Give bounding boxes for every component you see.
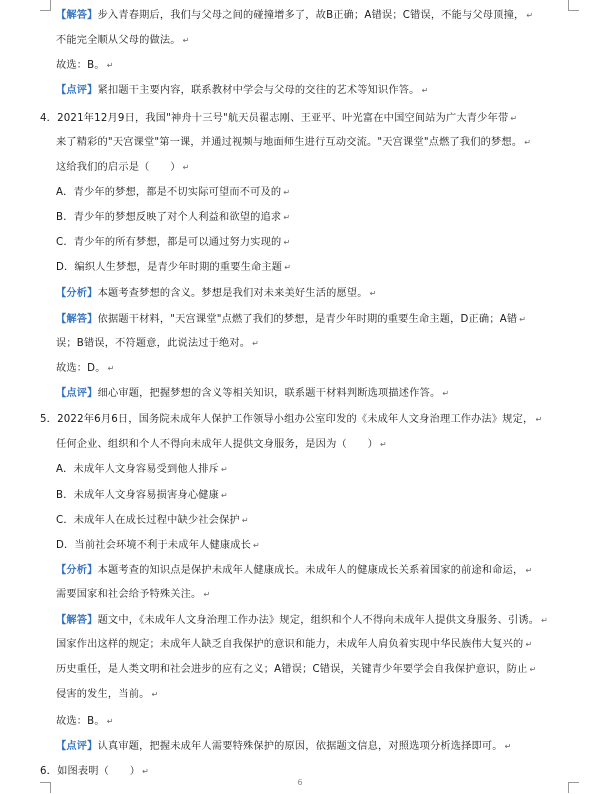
text-line (56, 58, 576, 74)
paragraph-mark-icon: ↵ (221, 491, 228, 500)
section-tag: 【解答】 (56, 10, 98, 21)
paragraph-mark-icon: ↵ (524, 138, 532, 147)
line-text: 任何企业、组织和个人不得向未成年人提供文身服务，是因为（ ） (56, 439, 379, 450)
line-text: 细心审题，把握梦想的含义等相关知识，联系题干材料判断选项描述作答。 (97, 388, 441, 399)
section-tag: 【解答】 (56, 314, 98, 325)
section-tag: 【解答】 (56, 615, 98, 626)
line-text: 依据题干材料，"天宫课堂"点燃了我们的梦想，是青少年时期的重要生命主题，D正确；A错 (97, 314, 518, 325)
paragraph-mark-icon: ↵ (252, 339, 260, 348)
section-tag: 【点评】 (56, 85, 98, 96)
line-text: 本题考查梦想的含义。梦想是我们对未来美好生活的愿望。 (97, 288, 368, 299)
line-text: D．当前社会环境不利于未成年人健康成长 (56, 540, 252, 551)
text-line (56, 33, 576, 49)
line-text: 4．2021年12月9日，我国"神舟十三号"航天员翟志刚、王亚平、叶光富在中国空间站为广大青少年带 (40, 113, 509, 124)
line-text: B．未成年人文身容易损害身心健康 (56, 490, 219, 501)
paragraph-mark-icon: ↵ (421, 86, 429, 95)
paragraph-mark-icon: ↵ (504, 742, 512, 751)
line-text: 国家作出这样的规定；未成年人缺乏自我保护的意识和能力，未成年人肩负着实现中华民族伟大复兴的 (56, 639, 524, 650)
text-line (56, 312, 576, 328)
section-tag: 【分析】 (56, 288, 98, 299)
paragraph-mark-icon: ↵ (535, 415, 543, 424)
paragraph-mark-icon: ↵ (283, 238, 291, 247)
text-line (56, 185, 576, 201)
paragraph-mark-icon: ↵ (525, 640, 533, 649)
text-line (56, 235, 576, 251)
paragraph-mark-icon: ↵ (541, 616, 549, 625)
line-text: 误；B错误，不符题意，此说法过于绝对。 (56, 338, 251, 349)
paragraph-mark-icon: ↵ (182, 36, 190, 45)
paragraph-mark-icon: ↵ (380, 440, 387, 449)
text-line (40, 412, 560, 428)
crop-mark-bottom-right (568, 782, 579, 793)
text-line (56, 260, 576, 276)
text-line (56, 513, 576, 529)
text-line (56, 135, 576, 151)
text-line (56, 687, 576, 703)
paragraph-mark-icon: ↵ (151, 690, 159, 699)
paragraph-mark-icon: ↵ (442, 389, 450, 398)
line-text: 步入青春期后，我们与父母之间的碰撞增多了，故B正确；A错误；C错误，不能与父母顶撞， (97, 10, 525, 21)
text-line (56, 386, 576, 402)
paragraph-mark-icon: ↵ (510, 114, 518, 123)
paragraph-mark-icon: ↵ (106, 717, 114, 726)
line-text: D．编织人生梦想，是青少年时期的重要生命主题 (56, 262, 283, 273)
text-line (56, 662, 576, 678)
line-text: 题文中，《未成年人文身治理工作办法》规定，组织和个人不得向未成年人提供文身服务、引诱。 (97, 615, 540, 626)
page-number: 6 (297, 778, 303, 787)
paragraph-mark-icon: ↵ (283, 188, 291, 197)
line-text: 侵害的发生，当前。 (56, 689, 150, 700)
section-tag: 【分析】 (56, 565, 98, 576)
paragraph-mark-icon: ↵ (203, 590, 211, 599)
paragraph-mark-icon: ↵ (284, 263, 292, 272)
paragraph-mark-icon: ↵ (107, 364, 115, 373)
line-text: B．青少年的梦想反映了对个人利益和欲望的追求 (56, 212, 282, 223)
line-text: 来了精彩的"天宫课堂"第一课，并通过视频与地面师生进行互动交流。"天宫课堂"点燃了我们的梦想。 (56, 137, 523, 148)
text-line (56, 286, 576, 302)
paragraph-mark-icon: ↵ (182, 163, 190, 172)
paragraph-mark-icon: ↵ (369, 289, 377, 298)
line-text: 5．2022年6月6日，国务院未成年人保护工作领导小组办公室印发的《未成年人文身治理工作办法》规定， (40, 414, 534, 425)
crop-mark-bottom-left (40, 782, 51, 793)
line-text: 故选：D。 (56, 363, 106, 374)
line-text: 故选：B。 (56, 60, 105, 71)
paragraph-mark-icon: ↵ (529, 665, 537, 674)
line-text: 不能完全顺从父母的做法。 (56, 35, 181, 46)
section-tag: 【点评】 (56, 741, 98, 752)
line-text: C．青少年的所有梦想，都是可以通过努力实现的 (56, 237, 282, 248)
paragraph-mark-icon: ↵ (525, 566, 533, 575)
line-text: C．未成年人在成长过程中缺少社会保护 (56, 515, 240, 526)
paragraph-mark-icon: ↵ (283, 213, 291, 222)
paragraph-mark-icon: ↵ (142, 767, 150, 776)
paragraph-mark-icon: ↵ (519, 315, 527, 324)
line-text: A．未成年人文身容易受到他人排斥 (56, 464, 219, 475)
text-line (56, 637, 576, 653)
paragraph-mark-icon: ↵ (526, 11, 534, 20)
text-line (56, 563, 576, 579)
text-line (56, 739, 576, 755)
text-line (56, 488, 576, 504)
text-line (56, 437, 576, 453)
line-text: 这给我们的启示是（ ） (56, 162, 181, 173)
line-text: 需要国家和社会给予特殊关注。 (56, 589, 202, 600)
paragraph-mark-icon: ↵ (106, 61, 114, 70)
text-line (56, 160, 576, 176)
text-line (56, 361, 576, 377)
line-text: 认真审题，把握未成年人需要特殊保护的原因，依据题文信息，对照选项分析选择即可。 (97, 741, 503, 752)
text-line (56, 210, 576, 226)
text-line (56, 336, 576, 352)
line-text: 本题考查的知识点是保护未成年人健康成长。未成年人的健康成长关系着国家的前途和命运， (97, 565, 524, 576)
line-text: 历史重任，是人类文明和社会进步的应有之义；A错误；C错误，关键青少年要学会自我保护意识，防止 (56, 664, 528, 675)
paragraph-mark-icon: ↵ (241, 516, 249, 525)
text-line (56, 462, 576, 478)
line-text: 紧扣题干主要内容，联系教材中学会与父母的交往的艺术等知识作答。 (97, 85, 420, 96)
text-line (56, 538, 576, 554)
text-line (56, 83, 576, 99)
section-tag: 【点评】 (56, 388, 98, 399)
crop-mark-top-left (40, 0, 51, 11)
line-text: 6．如图表明（ ） (40, 766, 141, 777)
text-line (56, 613, 576, 629)
line-text: 故选：B。 (56, 716, 105, 727)
paragraph-mark-icon: ↵ (220, 465, 228, 474)
paragraph-mark-icon: ↵ (253, 541, 260, 550)
text-line (56, 714, 576, 730)
text-line (40, 111, 560, 127)
text-line (56, 8, 576, 24)
line-text: A．青少年的梦想，都是不切实际可望而不可及的 (56, 187, 282, 198)
text-line (56, 587, 576, 603)
